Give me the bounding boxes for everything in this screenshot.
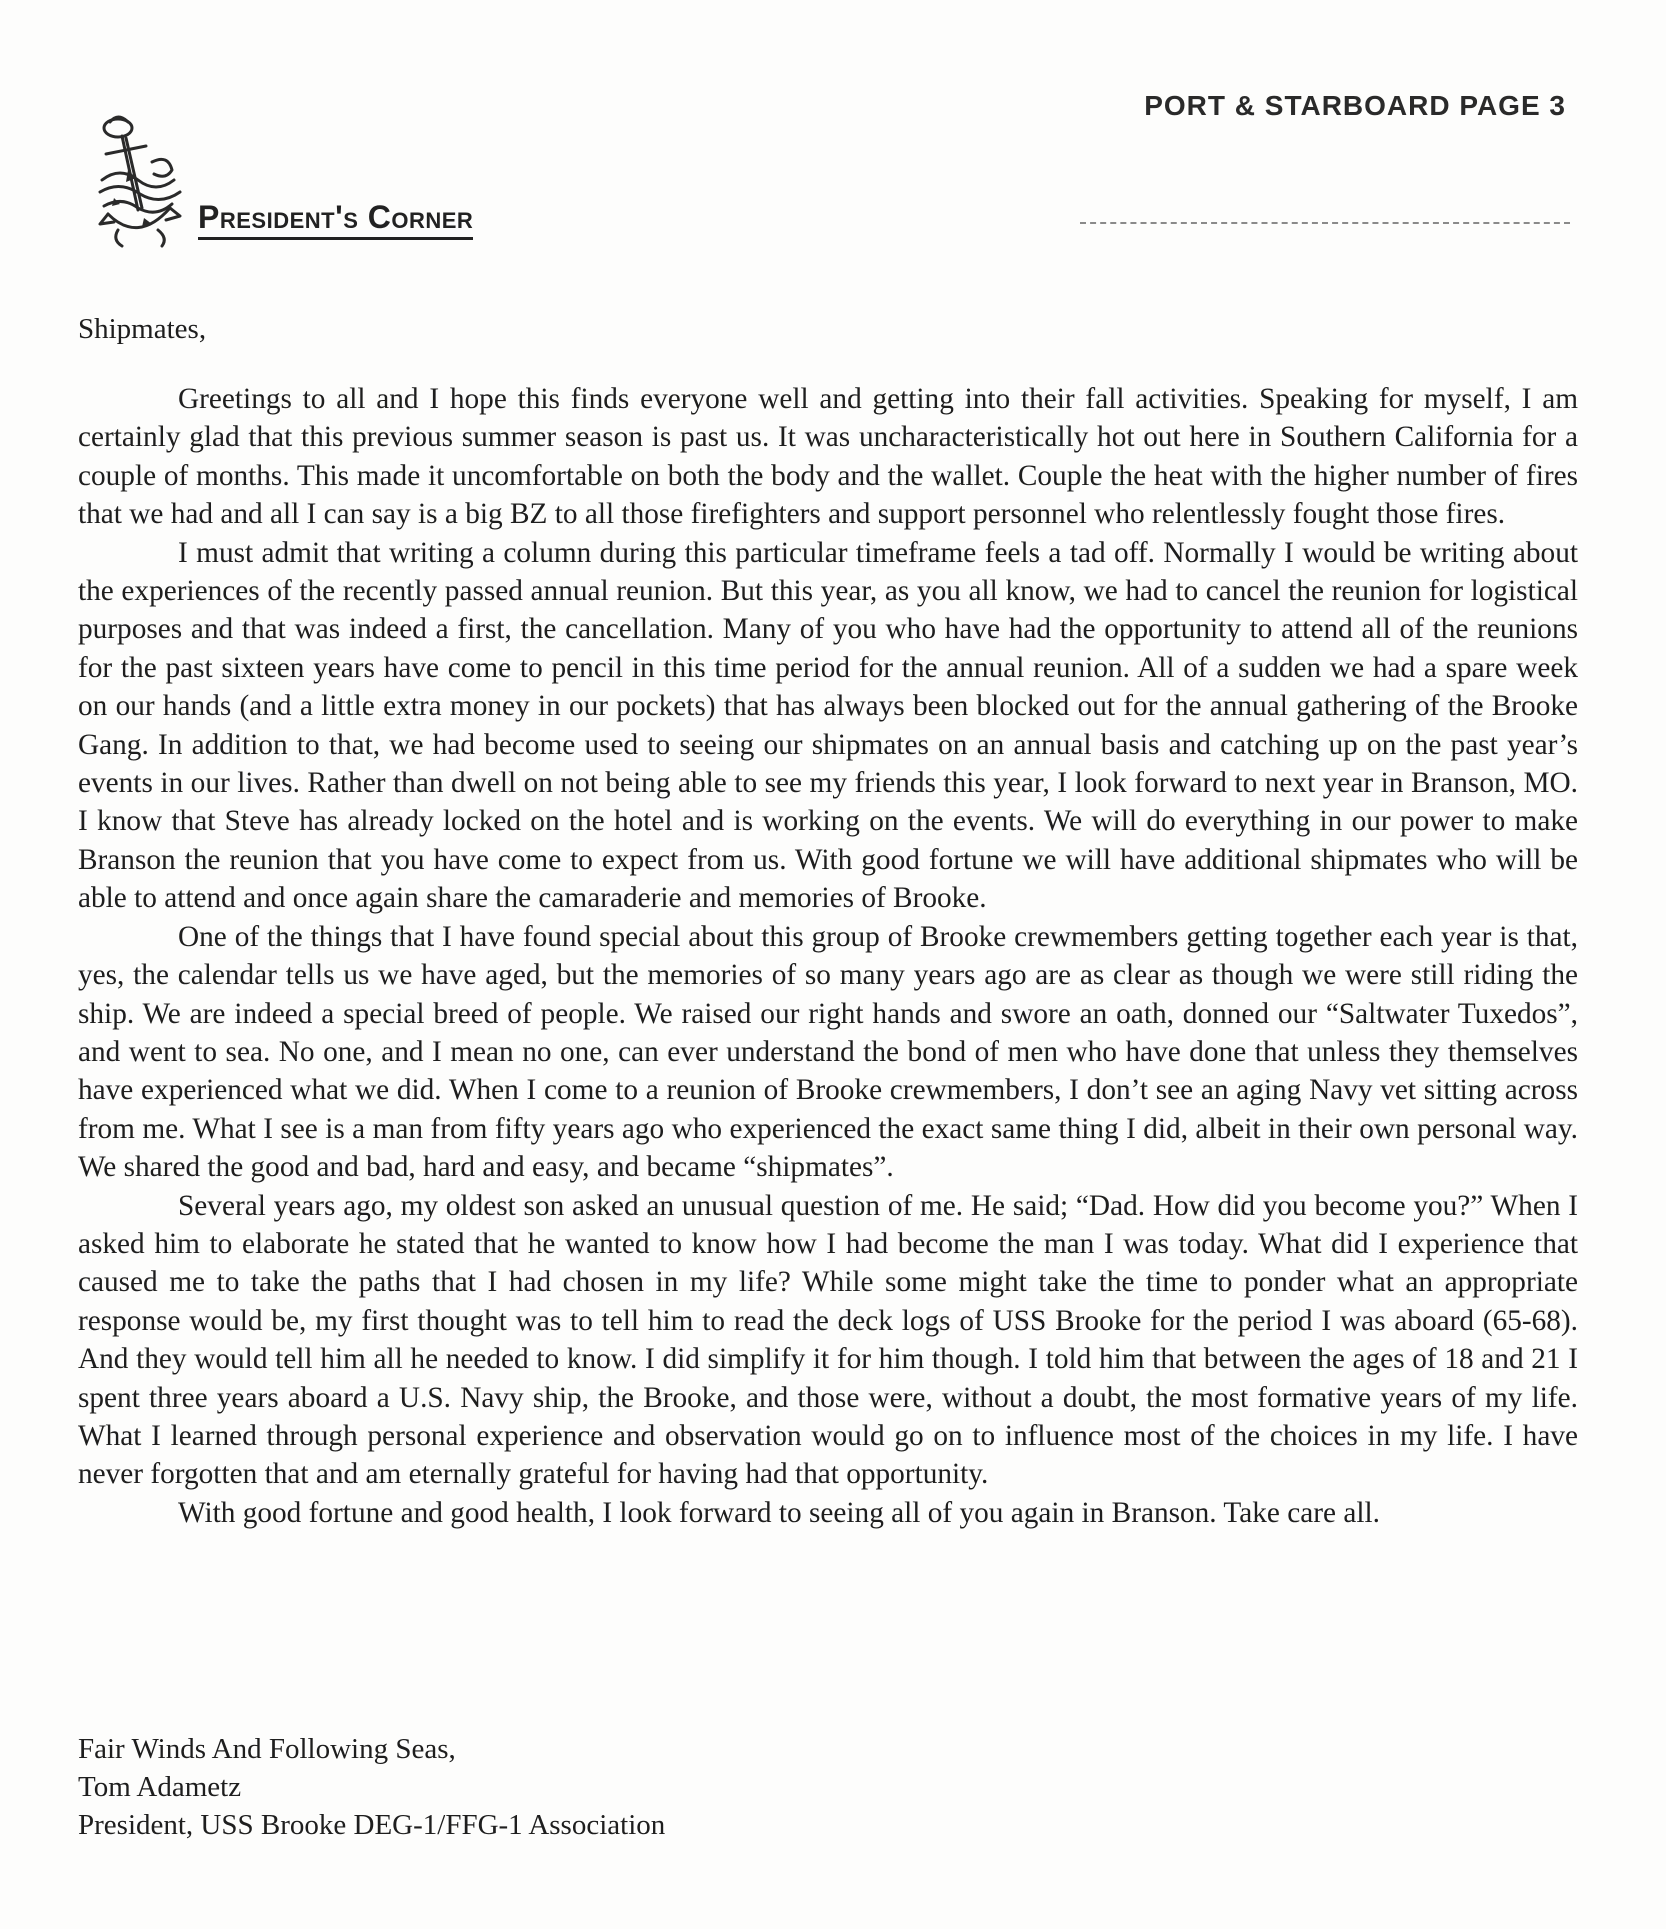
valediction: Fair Winds And Following Seas, <box>78 1733 456 1765</box>
anchor-emblem-icon <box>88 110 193 250</box>
page-label: PORT & STARBOARD PAGE 3 <box>1144 90 1566 121</box>
paragraph: Greetings to all and I hope this finds everyone well and getting into their fall activities. Speaking for myself, I am certainly glad that this previous summer season is past us. It was uncharacteristically hot out here in Southern California for a couple of months. This made it uncomfortable on both the body and the wallet. Couple the heat with the higher number of fires that we had and all I can say is a big BZ to all those firefighters and support personnel who relentlessly fought those fires. <box>78 383 1578 531</box>
paragraph: Several years ago, my oldest son asked an unusual question of me. He said; “Dad. How did you become you?” When I asked him to elaborate he stated that he wanted to know how I had become the man I was today. What did I experience that caused me to take the paths that I had chosen in my life? While some might take the time to ponder what an appropriate response would be, my first thought was to tell him to read the deck logs of USS Brooke for the period I was aboard (65-68). And they would tell him all he needed to know. I did simplify it for him though. I told him that between the ages of 18 and 21 I spent three years aboard a U.S. Navy ship, the Brooke, and those were, without a doubt, the most formative years of my life. What I learned through personal experience and observation would go on to influence most of the choices in my life. I have never forgotten that and am eternally grateful for having had that opportunity. <box>78 1189 1578 1491</box>
signer-name: Tom Adametz <box>78 1771 242 1803</box>
section-title: President's Corner <box>198 200 473 240</box>
salutation: Shipmates, <box>78 313 207 345</box>
signer-title: President, USS Brooke DEG-1/FFG-1 Association <box>78 1809 666 1841</box>
letter-closing <box>78 1730 665 1844</box>
header-divider <box>1080 222 1570 224</box>
paragraph: I must admit that writing a column during this particular timeframe feels a tad off. Normally I would be writing about the experiences of the recently passed annual reunion. But this year, as you all know, we had to cancel the reunion for logistical purposes and that was indeed a first, the cancellation. Many of you who have had the opportunity to attend all of the reunions for the past sixteen years have come to pencil in this time period for the annual reunion. All of a sudden we had a spare week on our hands (and a little extra money in our pockets) that has always been blocked out for the annual gathering of the Brooke Gang. In addition to that, we had become used to seeing our shipmates on an annual basis and catching up on the past year’s events in our lives. Rather than dwell on not being able to see my friends this year, I look forward to next year in Branson, MO. I know that Steve has already locked on the hotel and is working on the events. We will do everything in our power to make Branson the reunion that you have come to expect from us. With good fortune we will have additional shipmates who will be able to attend and once again share the camaraderie and memories of Brooke. <box>78 536 1578 915</box>
letter-body <box>78 380 1578 1532</box>
paragraph: One of the things that I have found special about this group of Brooke crewmembers getting together each year is that, yes, the calendar tells us we have aged, but the memories of so many years ago are as clear as though we were still riding the ship. We are indeed a special breed of people. We raised our right hands and swore an oath, donned our “Saltwater Tuxedos”, and went to sea. No one, and I mean no one, can ever understand the bond of men who have done that unless they themselves have experienced what we did. When I come to a reunion of Brooke crewmembers, I don’t see an aging Navy vet sitting across from me. What I see is a man from fifty years ago who experienced the exact same thing I did, albeit in their own personal way. We shared the good and bad, hard and easy, and became “shipmates”. <box>78 920 1578 1184</box>
paragraph: With good fortune and good health, I look forward to seeing all of you again in Branson. Take care all. <box>178 1496 1380 1529</box>
